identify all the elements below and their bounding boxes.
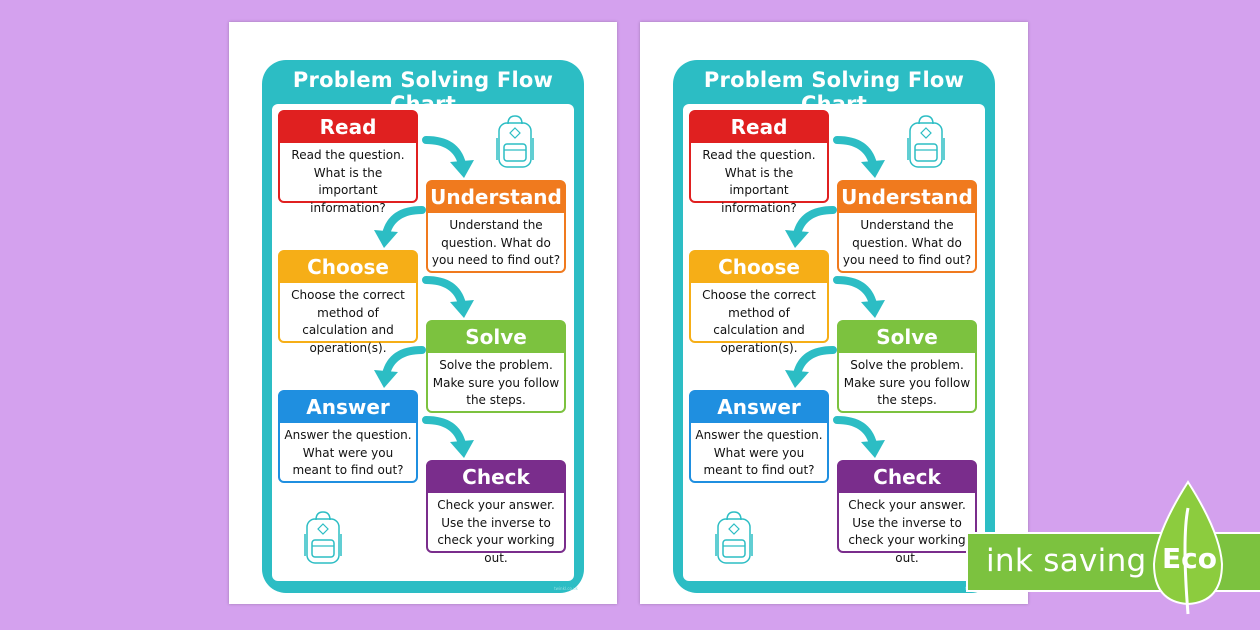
step-read (689, 110, 829, 215)
arrow-icon (833, 274, 889, 320)
step-answer-text: Answer the question. What were you meant to find out? (284, 428, 412, 477)
step-solve-title: Solve (839, 322, 975, 353)
step-read-text: Read the question. What is the important information? (291, 148, 405, 215)
step-solve (837, 320, 977, 413)
arrow-icon (833, 134, 889, 180)
step-check (426, 460, 566, 565)
step-understand (837, 180, 977, 273)
ink-saving-label: ink saving (986, 543, 1147, 579)
arrow-icon (422, 134, 478, 180)
step-answer-title: Answer (280, 392, 416, 423)
backpack-icon (905, 114, 947, 170)
arrow-icon (370, 344, 426, 390)
step-read-title: Read (691, 112, 827, 143)
step-read (278, 110, 418, 215)
step-choose-text: Choose the correct method of calculation and operation(s). (291, 288, 405, 355)
poster (262, 60, 584, 593)
poster-sheet-right (640, 22, 1028, 604)
step-understand-text: Understand the question. What do you need to find out? (842, 218, 972, 267)
step-answer-title: Answer (691, 392, 827, 423)
step-choose-title: Choose (280, 252, 416, 283)
backpack-icon (713, 508, 755, 568)
poster (673, 60, 995, 593)
poster-title: Problem Solving Flow (292, 68, 554, 92)
arrow-icon (781, 204, 837, 250)
step-read-text: Read the question. What is the important information? (702, 148, 816, 215)
step-choose-text: Choose the correct method of calculation and operation(s). (702, 288, 816, 355)
step-understand-text: Understand the question. What do you need to find out? (431, 218, 561, 267)
step-answer-text: Answer the question. What were you meant to find out? (695, 428, 823, 477)
step-read-title: Read (280, 112, 416, 143)
step-check-title: Check (839, 462, 975, 493)
step-understand (426, 180, 566, 273)
step-choose (689, 250, 829, 355)
eco-badge-label: Eco (1162, 542, 1217, 575)
arrow-icon (833, 414, 889, 460)
arrow-icon (370, 204, 426, 250)
poster-title: Problem Solving Flow (703, 68, 965, 92)
step-solve (426, 320, 566, 413)
backpack-icon (494, 114, 536, 170)
poster-body (683, 104, 985, 581)
poster-body (272, 104, 574, 581)
arrow-icon (422, 274, 478, 320)
footer-url: twinkl.co.uk (554, 586, 578, 591)
step-understand-title: Understand (839, 182, 975, 213)
step-understand-title: Understand (428, 182, 564, 213)
step-check-text: Check your answer. Use the inverse to check your working out. (437, 498, 555, 565)
backpack-icon (302, 508, 344, 568)
step-solve-text: Solve the problem. Make sure you follow the steps. (843, 358, 971, 407)
step-check (837, 460, 977, 565)
step-choose-title: Choose (691, 252, 827, 283)
step-answer (278, 390, 418, 483)
step-answer (689, 390, 829, 483)
poster-sheet-left (229, 22, 617, 604)
step-solve-text: Solve the problem. Make sure you follow the steps. (432, 358, 560, 407)
step-check-text: Check your answer. Use the inverse to check your working out. (848, 498, 966, 565)
step-solve-title: Solve (428, 322, 564, 353)
step-choose (278, 250, 418, 355)
arrow-icon (781, 344, 837, 390)
arrow-icon (422, 414, 478, 460)
step-check-title: Check (428, 462, 564, 493)
